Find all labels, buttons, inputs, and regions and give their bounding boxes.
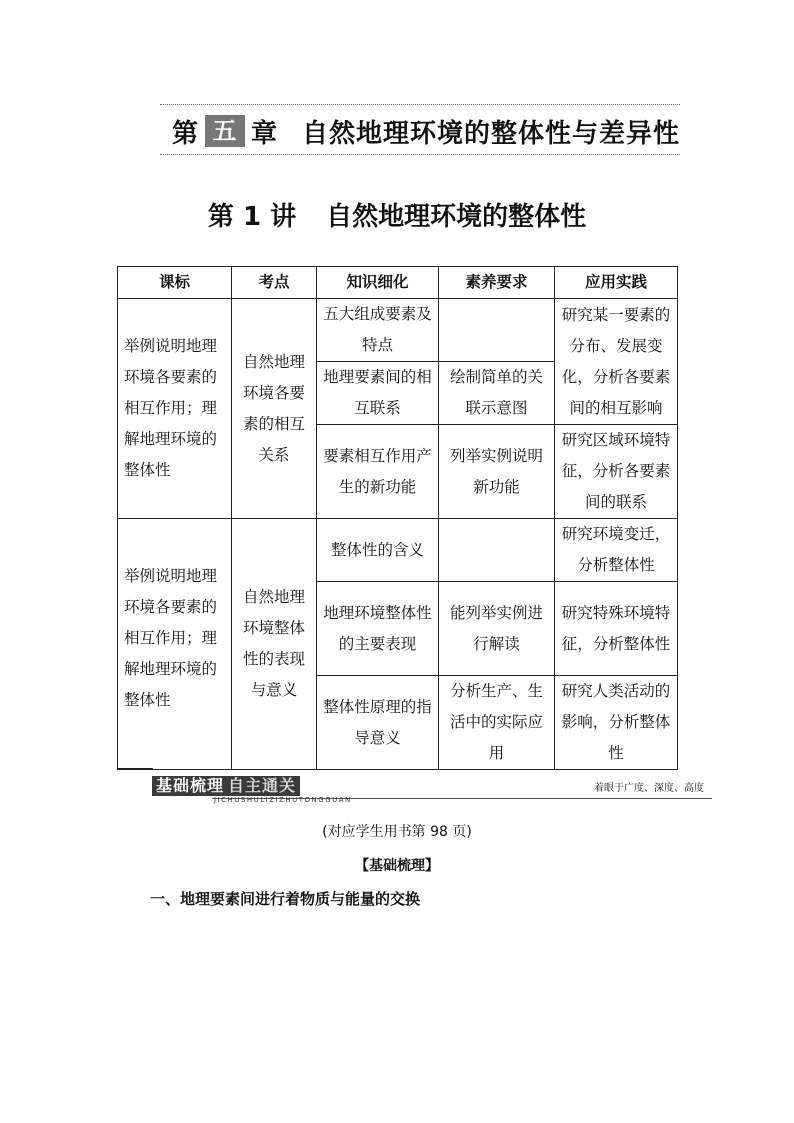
chapter-title xyxy=(172,114,680,148)
literacy-cell: 分析生产、生活中的实际应用 xyxy=(439,676,555,770)
page-reference: (对应学生用书第 98 页) xyxy=(322,824,472,840)
standard-cell: 举例说明地理环境各要素的相互作用；理解地理环境的整体性 xyxy=(118,519,232,770)
practice-cell: 研究人类活动的影响，分析整体性 xyxy=(555,676,678,770)
section-label: 【基础梳理】 xyxy=(355,858,439,874)
knowledge-cell: 整体性原理的指导意义 xyxy=(317,676,439,770)
chapter-name: 自然地理环境的整体性与差异性 xyxy=(302,118,681,149)
lecture-title xyxy=(0,196,794,233)
banner-pinyin: JICHUSHULIZIZHUTONGGUAN xyxy=(214,796,352,804)
topic-cell: 自然地理环境各要素的相互关系 xyxy=(232,299,317,519)
chapter-suffix: 章 xyxy=(251,118,279,149)
curriculum-table xyxy=(117,266,678,770)
lecture-number: 第 1 讲 xyxy=(207,202,297,232)
literacy-cell: 能列举实例进行解读 xyxy=(439,582,555,676)
chapter-rule-bottom xyxy=(160,154,680,155)
chapter-rule-top xyxy=(160,104,680,105)
header-practice: 应用实践 xyxy=(555,267,678,299)
section-heading: 一、地理要素间进行着物质与能量的交换 xyxy=(150,890,421,908)
literacy-cell xyxy=(439,299,555,362)
practice-cell: 研究环境变迁，分析整体性 xyxy=(555,519,678,582)
topic-cell: 自然地理环境整体性的表现与意义 xyxy=(232,519,317,770)
literacy-cell: 列举实例说明新功能 xyxy=(439,425,555,519)
table-row xyxy=(118,299,678,362)
lecture-name: 自然地理环境的整体性 xyxy=(326,202,587,232)
literacy-cell: 绘制简单的关联示意图 xyxy=(439,362,555,425)
knowledge-cell: 整体性的含义 xyxy=(317,519,439,582)
literacy-cell xyxy=(439,519,555,582)
header-literacy: 素养要求 xyxy=(439,267,555,299)
knowledge-cell: 地理要素间的相互联系 xyxy=(317,362,439,425)
chapter-prefix: 第 xyxy=(172,118,200,149)
banner-main: 基础梳理 xyxy=(156,776,225,795)
banner-tagline: 着眼于广度、深度、高度 xyxy=(594,783,704,794)
header-standard: 课标 xyxy=(118,267,232,299)
table-tail-rule xyxy=(117,768,153,769)
section-banner xyxy=(152,774,712,804)
table-row xyxy=(118,519,678,582)
header-knowledge: 知识细化 xyxy=(317,267,439,299)
standard-cell: 举例说明地理环境各要素的相互作用；理解地理环境的整体性 xyxy=(118,299,232,519)
banner-label xyxy=(152,776,300,796)
knowledge-cell: 五大组成要素及特点 xyxy=(317,299,439,362)
practice-cell: 研究某一要素的分布、发展变化，分析各要素间的相互影响 xyxy=(555,299,678,425)
header-topic: 考点 xyxy=(232,267,317,299)
table-header-row xyxy=(118,267,678,299)
chapter-number-badge: 五 xyxy=(205,115,245,147)
practice-cell: 研究区域环境特征，分析各要素间的联系 xyxy=(555,425,678,519)
banner-secondary: 自主通关 xyxy=(228,776,297,795)
chapter-header xyxy=(160,104,680,156)
practice-cell: 研究特殊环境特征，分析整体性 xyxy=(555,582,678,676)
knowledge-cell: 要素相互作用产生的新功能 xyxy=(317,425,439,519)
knowledge-cell: 地理环境整体性的主要表现 xyxy=(317,582,439,676)
